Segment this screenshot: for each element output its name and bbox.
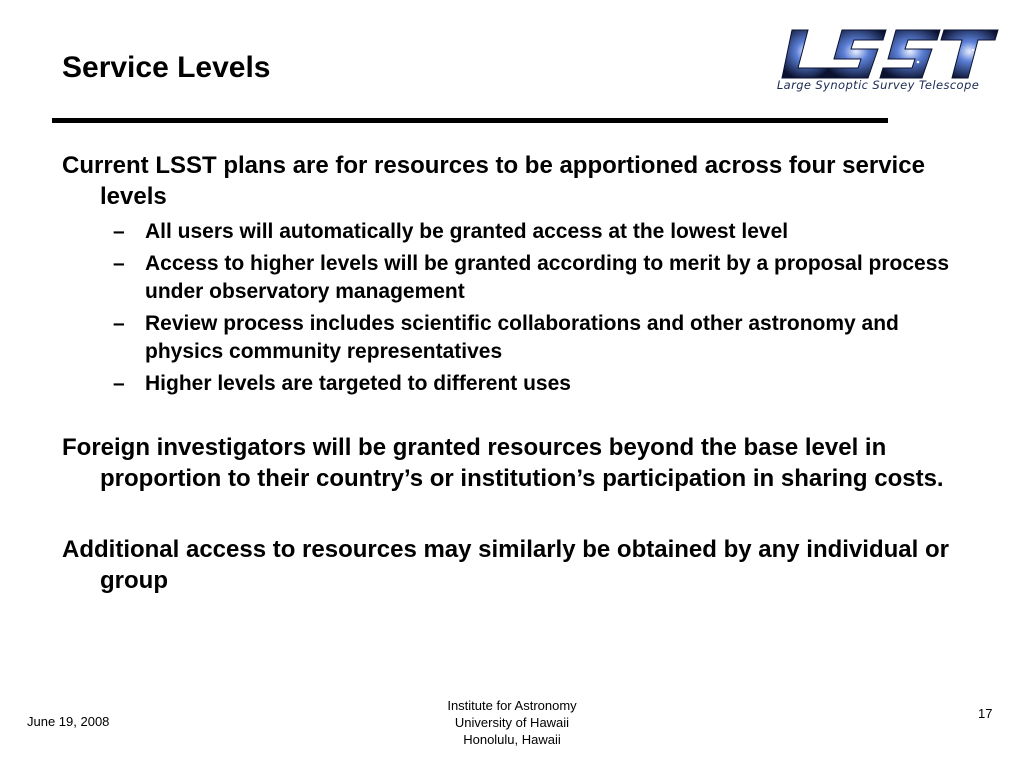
sub-bullet-merit-access xyxy=(62,250,962,306)
footer-institution-line: Institute for Astronomy xyxy=(447,698,577,713)
sub-bullet-text: All users will automatically be granted access at the lowest level xyxy=(145,220,789,243)
title-divider xyxy=(52,118,888,123)
footer-institution xyxy=(412,697,612,748)
dash-marker: – xyxy=(113,372,125,395)
sub-bullet-review-process xyxy=(62,310,962,366)
sub-bullet-lowest-level xyxy=(62,218,962,246)
bullet-additional-access: Additional access to resources may similarly be obtained by any individual or group xyxy=(62,536,949,594)
footer-institution-line: University of Hawaii xyxy=(454,715,570,730)
sub-bullet-text: Higher levels are targeted to different uses xyxy=(145,372,571,395)
footer-institution-line: Honolulu, Hawaii xyxy=(463,732,561,747)
sub-bullet-higher-levels xyxy=(62,370,962,398)
sub-bullet-text: Access to higher levels will be granted according to merit by a proposal process under observatory management xyxy=(145,252,950,303)
slide-body xyxy=(62,150,962,596)
logo-tagline: Large Synoptic Survey Telescope xyxy=(776,78,980,92)
footer-date: June 19, 2008 xyxy=(27,714,110,729)
dash-marker: – xyxy=(113,312,125,335)
dash-marker: – xyxy=(113,252,125,275)
sub-bullet-text: Review process includes scientific collaborations and other astronomy and physics community representatives xyxy=(145,312,899,363)
slide-title: Service Levels xyxy=(62,51,271,84)
dash-marker: – xyxy=(113,220,125,243)
page-number: 17 xyxy=(978,706,993,721)
lsst-logo xyxy=(768,24,1004,96)
bullet-foreign-investigators: Foreign investigators will be granted resources beyond the base level in proportion to their country’s or institution’s participation in sharing costs. xyxy=(62,434,944,492)
bullet-service-levels: Current LSST plans are for resources to be apportioned across four service levels xyxy=(62,152,925,210)
